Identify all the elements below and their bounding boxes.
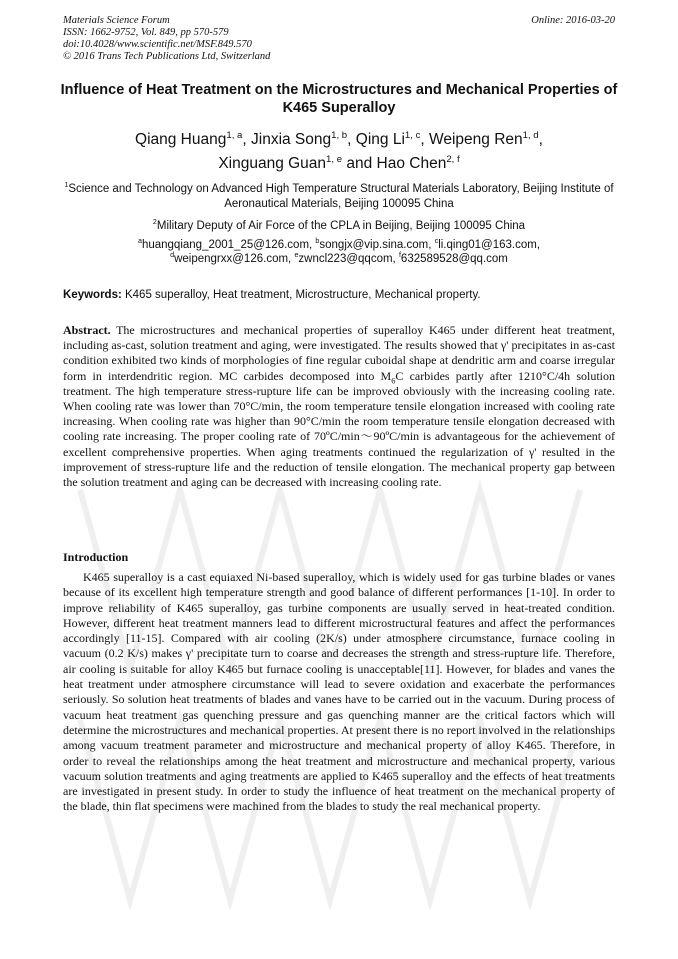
email-address: li.qing01@163.com — [438, 239, 537, 251]
affiliation-text: Military Deputy of Air Force of the CPLA in Beijing, Beijing 100095 China — [156, 220, 526, 232]
email-separator: , — [536, 239, 541, 251]
journal-name: Materials Science Forum — [63, 15, 170, 26]
email-separator: , — [392, 253, 399, 265]
email-mark: d — [170, 251, 175, 260]
abstract-text-part-1: The microstructures and mechanical properties of superalloy K465 under different heat treatment, including as-cast, solution treatment and aging, were investigated. The results showed that γ' precipitates in as-cast condition exhibited two kinds of morphologies of fine regular cuboidal shape at dendritic arm and coarse irregular form in interdendritic region. MC carbides decomposed into M — [63, 323, 615, 383]
author-affiliation-mark: 1, b — [331, 129, 348, 141]
copyright-line: © 2016 Trans Tech Publications Ltd, Switzerland — [63, 51, 271, 62]
author-affiliation-mark: 2, f — [446, 153, 460, 165]
online-date: Online: 2016-03-20 — [531, 15, 615, 26]
author-affiliation-mark: 1, c — [404, 129, 421, 141]
author-name: Weipeng Ren — [429, 131, 523, 148]
author-name: Xinguang Guan — [218, 155, 327, 172]
email-address: huangqiang_2001_25@126.com — [141, 239, 310, 251]
email-mark: f — [398, 251, 401, 260]
keywords-line — [63, 288, 615, 302]
author-separator: and — [342, 155, 377, 172]
email-mark: a — [137, 237, 142, 246]
email-separator: , — [428, 239, 435, 251]
journal-header — [63, 15, 615, 63]
keywords-text: K465 superalloy, Heat treatment, Microstructure, Mechanical property. — [121, 289, 481, 301]
author-name: Jinxia Song — [251, 131, 332, 148]
introduction-paragraph: K465 superalloy is a cast equiaxed Ni-based superalloy, which is widely used for gas turbine blades or vanes because of its excellent high temperature strength and good balance of different performances [1-10]. In order to improve reliability of K465 superalloy, gas turbine components are usually served in heat-treated condition. However, different heat treatment manners lead to different microstructural features and affect the performances accordingly [11-15]. Compared with air cooling (2K/s) under atmosphere circumstance, furnace cooling in vacuum (0.2 K/s) makes γ' precipitate turn to coarse and decreases the strength and stress-rupture life. Therefore, air cooling is suitable for alloy K465 but furnace cooling is unacceptable[11]. However, for blades and vanes the heat treatment under atmosphere circumstance will lead to severe oxidation and exacerbate the performances seriously. So solution heat treatments of blades and vanes have to be carried out in the vacuum. During process of vacuum heat treatment gas quenching pressure and gas quenching manner are the critical factors which will determine the microstructures and mechanical properties. At present there is no report involved in the relationships among vacuum treatment parameter and microstructure and mechanical property of alloy K465. Therefore, in order to reveal the relationships among the heat treatment and microstructure and mechanical property, various vacuum solution treatments and aging treatments are applied to K465 superalloy and the effects of heat treatments are investigated in present study. In order to study the influence of heat treatment on the mechanical property of the blade, thin flat specimens were machined from the blades to study the real mechanical property. — [63, 570, 615, 814]
abstract-paragraph — [63, 323, 615, 490]
email-address: weipengrxx@126.com — [174, 253, 289, 265]
paper-title: Influence of Heat Treatment on the Microstructures and Mechanical Properties of K465 Superalloy — [60, 82, 618, 116]
introduction-section — [63, 570, 615, 815]
affiliation-1 — [40, 182, 638, 212]
author-name: Qiang Huang — [135, 131, 227, 148]
email-address: zwncl223@qqcom — [298, 253, 393, 265]
author-affiliation-mark: 1, d — [522, 129, 539, 141]
keywords-label: Keywords: — [63, 289, 122, 301]
abstract-label: Abstract. — [63, 323, 111, 337]
introduction-heading: Introduction — [63, 550, 129, 564]
abstract-subscript: 6 — [391, 376, 396, 385]
author-separator: , — [420, 131, 429, 148]
email-list — [40, 238, 638, 266]
email-address: 632589528@qq.com — [400, 253, 508, 265]
email-mark: e — [294, 251, 299, 260]
abstract-section — [63, 323, 615, 490]
issn-line: ISSN: 1662-9752, Vol. 849, pp 570-579 — [63, 27, 229, 38]
abstract-text-part-2: C carbides partly after 1210°C/4h solution treatment. The high temperature stress-rupture life can be improved obviously with the increasing cooling rate. When cooling rate was lower than 70°C/min, the room temperature tensile elongation increased with cooling rate increasing. When cooling rate was higher than 90°C/min the room temperature tensile elongation decreased with cooling rate increasing. The proper cooling rate of 70ºC/min～90ºC/min is advantageous for the achievement of excellent comprehensive properties. When aging treatments continued the regularization of γ' resulted in the improvement of stress-rupture life and the reduction of tensile elongation. The mechanical property gap between the solution treatment and aging can be decreased with increasing cooling rate. — [63, 368, 615, 490]
email-mark: c — [434, 237, 439, 246]
author-list — [40, 128, 638, 176]
email-separator: , — [309, 239, 316, 251]
author-name: Qing Li — [355, 131, 405, 148]
author-separator: , — [242, 131, 251, 148]
affiliation-text: Science and Technology on Advanced High Temperature Structural Materials Laboratory, Beijing Institute of Aeronautical Materials, Beijing 100095 China — [68, 183, 614, 210]
email-address: songjx@vip.sina.com — [319, 239, 429, 251]
author-separator: , — [538, 131, 543, 148]
doi-line: doi:10.4028/www.scientific.net/MSF.849.570 — [63, 39, 252, 50]
author-name: Hao Chen — [376, 155, 447, 172]
author-separator: , — [347, 131, 356, 148]
affiliation-mark: 2 — [152, 218, 157, 227]
email-separator: , — [288, 253, 295, 265]
affiliation-2 — [40, 219, 638, 234]
email-mark: b — [315, 237, 320, 246]
author-affiliation-mark: 1, e — [326, 153, 343, 165]
affiliation-mark: 1 — [64, 181, 69, 190]
author-affiliation-mark: 1, a — [226, 129, 243, 141]
